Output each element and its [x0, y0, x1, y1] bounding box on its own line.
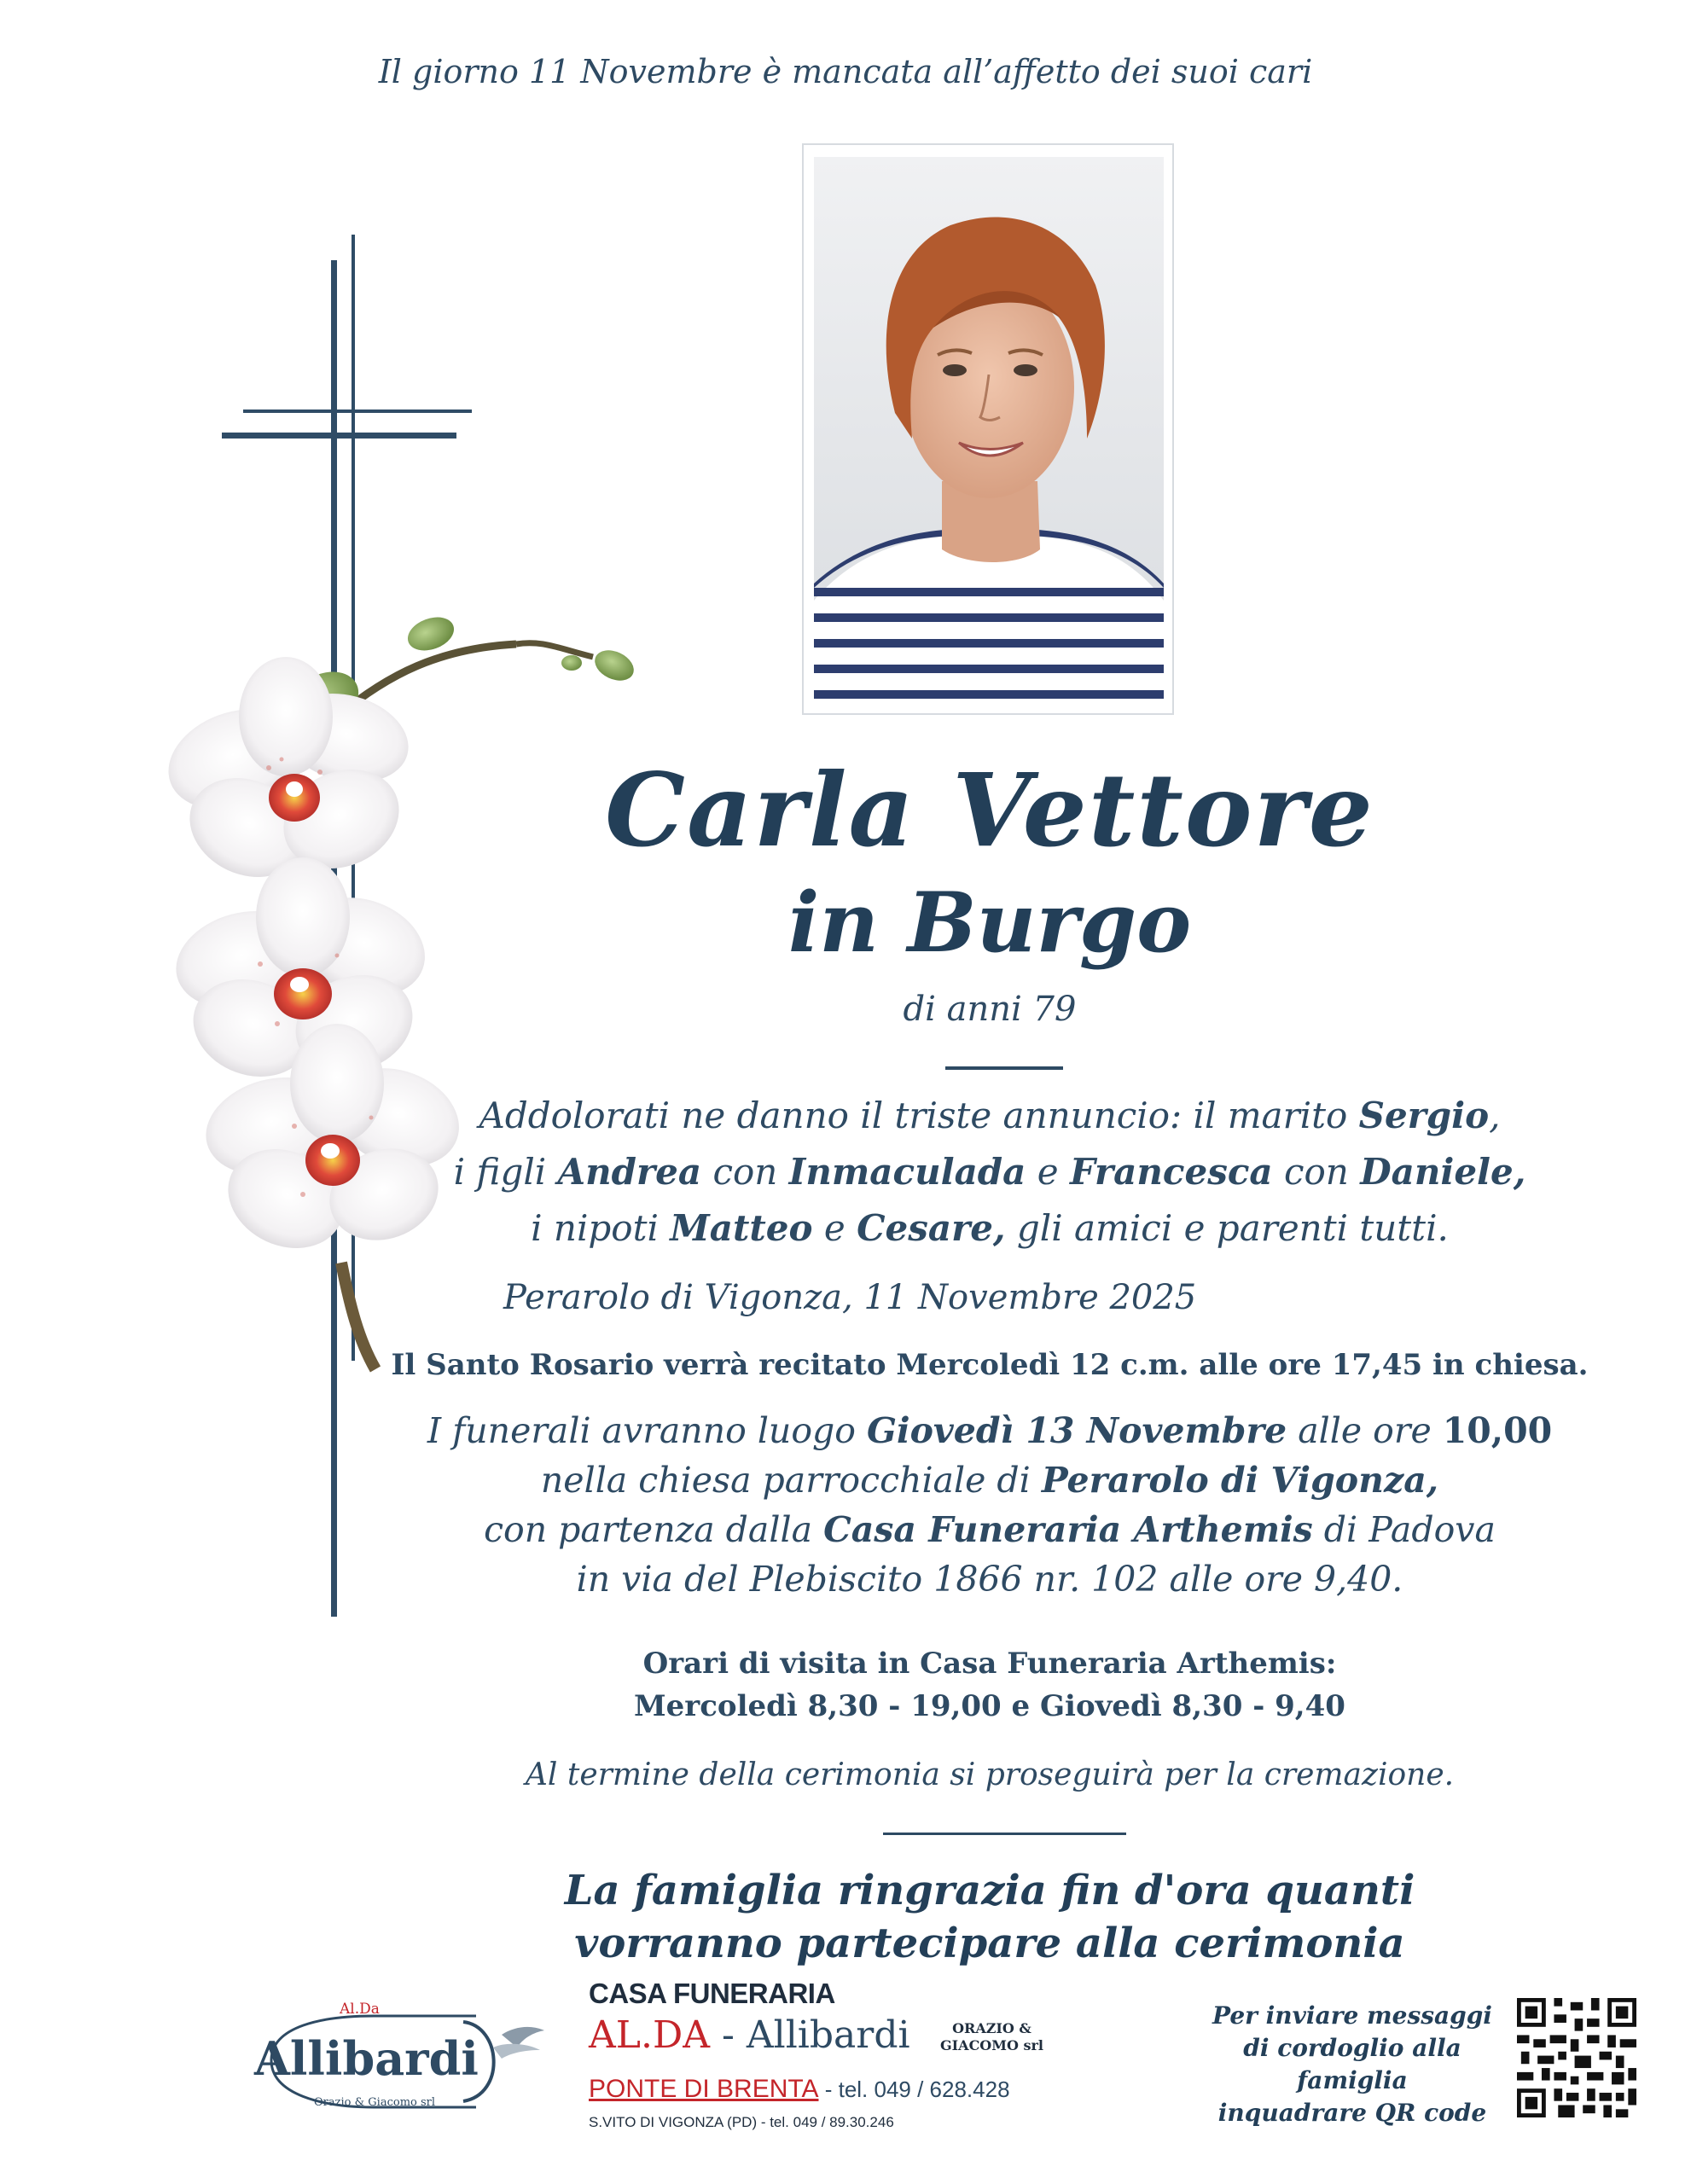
allibardi-logo: [246, 2001, 553, 2120]
qr-instructions-line-1: Per inviare messaggi: [1212, 2001, 1492, 2030]
brand-note-line-2: GIACOMO srl: [940, 2037, 1043, 2053]
announcement-line-2: i figli Andrea con Inmaculada e Francesca con Daniele,: [453, 1151, 1526, 1193]
announcement-line-1: Addolorati ne danno il triste annuncio: il marito Sergio,: [479, 1095, 1501, 1136]
funeral-line-1: I funerali avranno luogo Giovedì 13 Novembre alle ore 10,00: [427, 1410, 1553, 1451]
funeral-details: [410, 1406, 1570, 1604]
brand-line: [589, 2013, 910, 2057]
rosary-notice: Il Santo Rosario verrà recitato Mercoledì 12 c.m. alle ore 17,45 in chiesa.: [391, 1348, 1589, 1382]
brand-allibardi: Allibardi: [746, 2013, 910, 2057]
logo-bottom-text: Orazio & Giacomo srl: [314, 2096, 436, 2109]
portrait-photo: [802, 143, 1174, 715]
brand-dash: -: [710, 2013, 747, 2057]
qr-instructions-line-2: di cordoglio alla famiglia: [1243, 2034, 1461, 2094]
brand-note-line-1: ORAZIO &: [952, 2020, 1031, 2036]
qr-instructions: [1190, 2000, 1514, 2129]
married-name: in Burgo: [787, 874, 1192, 971]
deceased-name: Carla Vettore: [605, 751, 1374, 869]
visiting-hours-title: Orari di visita in Casa Funeraria Arthemis:: [642, 1647, 1337, 1681]
family-thanks: [0, 1864, 1691, 1970]
divider-top: [945, 1066, 1063, 1070]
cremation-notice: Al termine della cerimonia si proseguirà per la cremazione.: [525, 1757, 1455, 1792]
announcement-line-3: i nipoti Matteo e Cesare, gli amici e parenti tutti.: [531, 1207, 1449, 1249]
divider-bottom: [883, 1833, 1126, 1835]
visiting-hours-times: Mercoledì 8,30 - 19,00 e Giovedì 8,30 - 9,40: [634, 1689, 1345, 1723]
ponte-phone: - tel. 049 / 628.428: [818, 2077, 1010, 2102]
qr-instructions-line-3: inquadrare QR code: [1217, 2099, 1487, 2127]
family-thanks-line-2: vorranno partecipare alla cerimonia: [574, 1920, 1405, 1967]
intro-text: Il giorno 11 Novembre è mancata all’affetto dei suoi cari: [378, 53, 1313, 90]
brand-note: [940, 2020, 1043, 2054]
logo-top-text: Al.Da: [340, 2001, 380, 2018]
ponte-name: PONTE DI BRENTA: [589, 2075, 819, 2103]
qr-code-icon[interactable]: [1517, 1998, 1636, 2117]
brand-alda: AL.DA: [589, 2013, 711, 2057]
funeral-line-4: in via del Plebiscito 1866 nr. 102 alle ore 9,40.: [576, 1559, 1403, 1600]
funeral-line-2: nella chiesa parrocchiale di Perarolo di Vigonza,: [540, 1460, 1439, 1501]
announcement-text: [427, 1088, 1553, 1257]
casa-funeraria-title: CASA FUNERARIA: [589, 1978, 835, 2009]
age-text: di anni 79: [903, 990, 1077, 1029]
place-date: Perarolo di Vigonza, 11 Novembre 2025: [503, 1278, 1197, 1317]
logo-main-text: Allibardi: [254, 2031, 479, 2086]
family-thanks-line-1: La famiglia ringrazia fin d'ora quanti: [564, 1867, 1415, 1914]
funeral-line-3: con partenza dalla Casa Funeraria Arthemis di Padova: [484, 1509, 1496, 1550]
visiting-hours: [0, 1642, 1691, 1728]
ponte-address: [589, 2075, 1010, 2104]
svito-address: S.VITO DI VIGONZA (PD) - tel. 049 / 89.30.246: [589, 2114, 894, 2130]
